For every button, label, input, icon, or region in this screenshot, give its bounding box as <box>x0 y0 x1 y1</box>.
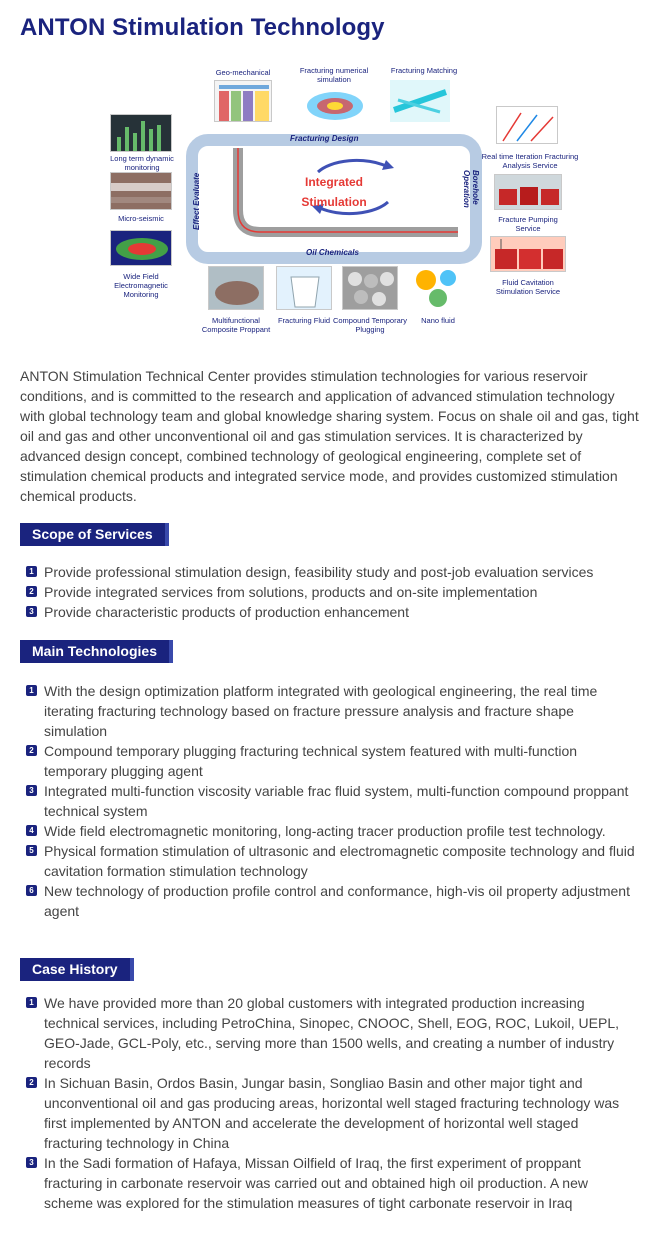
nano-fluid-image <box>412 266 464 310</box>
ring-label-bottom: Oil Chemicals <box>306 248 359 257</box>
technologies-heading: Main Technologies <box>20 640 173 663</box>
page-title: ANTON Stimulation Technology <box>20 14 385 41</box>
label-pumping: Fracture Pumping Service <box>498 215 558 233</box>
list-item: 3 In the Sadi formation of Hafaya, Missan Oilfield of Iraq, the first experiment of proppant fracturing in carbonate reservoir was carried out and obtained high oil production. A new scheme was explored for the stimulation measures of tight carbonate reservoir in Iraq <box>26 1153 640 1213</box>
number-badge: 3 <box>26 606 37 617</box>
number-badge: 5 <box>26 845 37 856</box>
center-line-2: Stimulation <box>301 195 367 209</box>
center-line-1: Integrated <box>304 175 363 189</box>
list-item: 6 New technology of production profile control and conformance, high-vis oil property adjustment agent <box>26 881 640 921</box>
number-badge: 1 <box>26 566 37 577</box>
number-badge: 4 <box>26 825 37 836</box>
plugging-image <box>342 266 398 310</box>
microseismic-image <box>110 172 172 210</box>
number-badge: 2 <box>26 1077 37 1088</box>
cases-list <box>26 993 640 1213</box>
number-badge: 2 <box>26 586 37 597</box>
number-badge: 3 <box>26 785 37 796</box>
label-longterm: Long term dynamic monitoring <box>110 154 174 172</box>
pumping-image <box>494 174 562 210</box>
proppant-image <box>208 266 264 310</box>
frac-matching-image <box>390 80 450 122</box>
number-badge: 6 <box>26 885 37 896</box>
number-badge: 3 <box>26 1157 37 1168</box>
cavitation-image <box>490 236 566 272</box>
geo-mechanical-image <box>214 80 272 122</box>
ring-label-left: Effect Evaluate <box>192 172 201 230</box>
label-realtime: Real time Iteration Fracturing Analysis Service <box>481 152 579 170</box>
list-item: 3 Provide characteristic products of production enhancement <box>26 602 640 622</box>
intro-paragraph: ANTON Stimulation Technical Center provides stimulation technologies for various reservoir conditions, and is committed to the research and application of advanced stimulation technology with global technology team and global knowledge sharing system. Focus on shale oil and gas, tight oil and gas and other unconventional oil and gas stimulation services. It is characterized by advanced design concept, combined technology of geological engineering, complete set of stimulation chemical products and integrated service mode, and provides customized stimulation chemical products. <box>20 368 639 504</box>
number-badge: 1 <box>26 997 37 1008</box>
label-geo-mechanical: Geo-mechanical <box>215 68 271 77</box>
integrated-stimulation-diagram <box>100 58 590 348</box>
list-item: 1 Provide professional stimulation design, feasibility study and post-job evaluation services <box>26 562 640 582</box>
integrated-stimulation-label <box>296 172 372 212</box>
list-item: 4 Wide field electromagnetic monitoring, long-acting tracer production profile test technology. <box>26 821 640 841</box>
ring-label-top: Fracturing Design <box>290 134 359 143</box>
label-plugging: Compound Temporary Plugging <box>332 316 408 334</box>
scope-heading: Scope of Services <box>20 523 169 546</box>
label-frac-fluid: Fracturing Fluid <box>277 316 331 325</box>
list-item: 1 We have provided more than 20 global customers with integrated production increasing technical services, including PetroChina, Sinopec, CNOOC, Shell, EOG, ROC, Lukoil, UEPL, GEO-Jade, GCL-Poly, etc., serving more than 1500 wells, and creating a number of industry records <box>26 993 640 1073</box>
list-item: 2 Provide integrated services from solutions, products and on-site implementation <box>26 582 640 602</box>
list-item: 3 Integrated multi-function viscosity variable frac fluid system, multi-function compound proppant technical system <box>26 781 640 821</box>
realtime-image <box>496 106 558 144</box>
list-item: 2 In Sichuan Basin, Ordos Basin, Jungar basin, Songliao Basin and other major tight and unconventional oil and gas producing areas, horizontal well staged fracturing technology was first implemented by ANTON and accelerate the development of horizontal well staged fracturing technology in China <box>26 1073 640 1153</box>
list-item: 2 Compound temporary plugging fracturing technical system featured with multi-function temporary plugging agent <box>26 741 640 781</box>
frac-numerical-image <box>304 86 366 124</box>
wide-field-image <box>110 230 172 266</box>
ring-label-right: Borehole Operation <box>462 170 480 208</box>
longterm-image <box>110 114 172 152</box>
number-badge: 2 <box>26 745 37 756</box>
number-badge: 1 <box>26 685 37 696</box>
label-wide-field: Wide Field Electromagnetic Monitoring <box>114 272 168 299</box>
technologies-list <box>26 681 640 921</box>
label-frac-numerical: Fracturing numerical simulation <box>299 66 369 84</box>
scope-list <box>26 562 640 622</box>
label-cavitation: Fluid Cavitation Stimulation Service <box>495 278 561 296</box>
label-proppant: Multifunctional Composite Proppant <box>201 316 271 334</box>
label-frac-matching: Fracturing Matching <box>390 66 458 75</box>
list-item: 5 Physical formation stimulation of ultrasonic and electromagnetic composite technology and fluid cavitation formation stimulation technology <box>26 841 640 881</box>
label-microseismic: Micro-seismic <box>118 214 164 223</box>
label-nano: Nano fluid <box>421 316 455 325</box>
frac-fluid-image <box>276 266 332 310</box>
list-item: 1 With the design optimization platform integrated with geological engineering, the real time iterating fracturing technology based on fracture pressure analysis and fracture shape simulation <box>26 681 640 741</box>
cases-heading: Case History <box>20 958 134 981</box>
